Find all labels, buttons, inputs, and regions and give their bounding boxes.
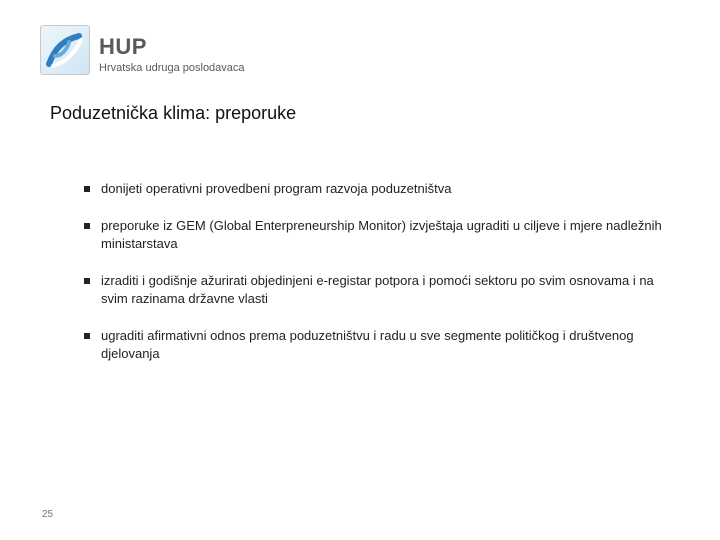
bullet-text: ugraditi afirmativni odnos prema poduzetništvu i radu u sve segmente političkog i društvenog djelovanja	[101, 328, 634, 361]
square-bullet-icon	[84, 186, 90, 192]
bullet-text: izraditi i godišnje ažurirati objedinjeni e-registar potpora i pomoći sektoru po svim osnovama i na svim razinama državne vlasti	[101, 273, 654, 306]
hup-logo-emblem	[41, 26, 89, 74]
square-bullet-icon	[84, 333, 90, 339]
slide-title: Poduzetnička klima: preporuke	[50, 103, 297, 123]
page-number: 25	[42, 509, 54, 520]
logo-name: HUP	[99, 34, 147, 59]
bullet-text: donijeti operativni provedbeni program razvoja poduzetništva	[101, 181, 452, 196]
header-logo	[40, 25, 245, 75]
bullet-item	[84, 327, 684, 363]
logo-text	[99, 36, 245, 74]
square-bullet-icon	[84, 278, 90, 284]
bullet-text: preporuke iz GEM (Global Enterpreneurship Monitor) izvještaja ugraditi u ciljeve i mjere nadležnih ministarstava	[101, 218, 662, 251]
hup-logo-icon	[40, 25, 90, 75]
logo-subtitle: Hrvatska udruga poslodavaca	[99, 62, 245, 74]
bullet-item	[84, 180, 684, 198]
bullet-item	[84, 272, 684, 308]
square-bullet-icon	[84, 223, 90, 229]
bullet-list	[84, 180, 684, 382]
bullet-item	[84, 217, 684, 253]
